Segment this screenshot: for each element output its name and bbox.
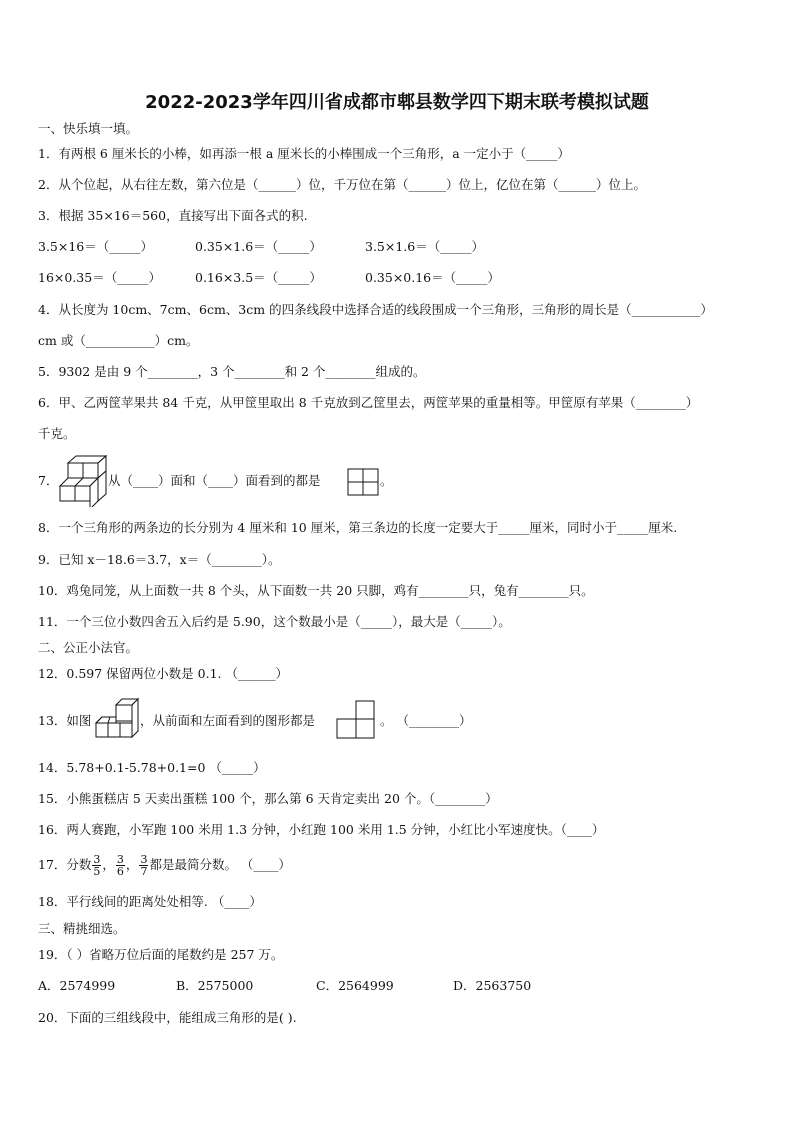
question-7-number: 7． bbox=[38, 473, 59, 488]
question-3-item: 0.35×0.16＝（_____） bbox=[365, 270, 500, 285]
question-17-prefix: 17．分数 bbox=[38, 857, 92, 872]
fraction-denominator: 6 bbox=[116, 865, 124, 878]
option-b: B．2575000 bbox=[176, 978, 254, 993]
option-a: A．2574999 bbox=[38, 978, 116, 993]
question-13-text: ，从前面和左面看到的图形都是 bbox=[140, 713, 316, 728]
question-17 bbox=[38, 851, 291, 879]
question-2: 2．从个位起，从右往左数，第六位是（______）位，千万位在第（______）位上，亿位在第（______）位上。 bbox=[38, 177, 646, 192]
section-3-heading: 三、精挑细选。 bbox=[38, 921, 126, 936]
question-13-number: 13．如图 bbox=[38, 713, 92, 728]
cube-stack-figure bbox=[58, 455, 108, 507]
block-figure bbox=[94, 697, 140, 745]
question-19: 19．（ ）省略万位后面的尾数约是 257 万。 bbox=[38, 947, 284, 962]
question-17-suffix: 都是最简分数。 （____） bbox=[149, 857, 291, 872]
question-3-item: 3.5×1.6＝（_____） bbox=[365, 239, 484, 254]
separator: ， bbox=[102, 857, 115, 872]
question-3-item: 16×0.35＝（_____） bbox=[38, 270, 161, 285]
section-2-heading: 二、公正小法官。 bbox=[38, 640, 139, 655]
question-4-continued: cm 或（___________）cm。 bbox=[38, 333, 199, 348]
question-9: 9．已知 x－18.6＝3.7，x＝（________）。 bbox=[38, 552, 281, 567]
fraction-denominator: 5 bbox=[93, 865, 101, 878]
fraction-denominator: 7 bbox=[140, 865, 148, 878]
front-left-view-figure bbox=[335, 700, 377, 740]
page-title: 2022-2023学年四川省成都市郫县数学四下期末联考模拟试题 bbox=[145, 92, 649, 113]
question-10: 10．鸡兔同笼，从上面数一共 8 个头，从下面数一共 20 只脚，鸡有________只，兔有________只。 bbox=[38, 583, 594, 598]
question-3-item: 0.35×1.6＝（_____） bbox=[195, 239, 322, 254]
question-8: 8．一个三角形的两条边的长分别为 4 厘米和 10 厘米，第三条边的长度一定要大于_____厘米，同时小于_____厘米. bbox=[38, 520, 678, 535]
question-7-end: 。 bbox=[380, 473, 393, 488]
option-d: D．2563750 bbox=[453, 978, 532, 993]
fraction-3-5 bbox=[92, 854, 101, 877]
question-4: 4．从长度为 10cm、7cm、6cm、3cm 的四条线段中选择合适的线段围成一个三角形，三角形的周长是（___________） bbox=[38, 302, 713, 317]
question-6: 6．甲、乙两筐苹果共 84 千克，从甲筐里取出 8 千克放到乙筐里去，两筐苹果的重量相等。甲筐原有苹果（________） bbox=[38, 395, 699, 410]
section-1-heading: 一、快乐填一填。 bbox=[38, 121, 139, 136]
question-1: 1．有两根 6 厘米长的小棒，如再添一根 a 厘米长的小棒围成一个三角形，a 一定小于（_____） bbox=[38, 146, 570, 161]
separator: ， bbox=[125, 857, 139, 872]
fraction-numerator: 3 bbox=[140, 853, 148, 866]
fraction-numerator: 3 bbox=[116, 853, 124, 866]
question-12: 12．0.597 保留两位小数是 0.1. （______） bbox=[38, 666, 288, 681]
question-13-end: 。 （________） bbox=[380, 713, 472, 728]
question-3: 3．根据 35×16＝560，直接写出下面各式的积. bbox=[38, 208, 308, 223]
question-7-text: 从（____）面和（____）面看到的都是 bbox=[108, 473, 321, 488]
question-6-continued: 千克。 bbox=[38, 426, 76, 441]
question-11: 11．一个三位小数四舍五入后约是 5.90，这个数最小是（_____），最大是（_____）。 bbox=[38, 614, 511, 629]
question-16: 16．两人赛跑，小军跑 100 米用 1.3 分钟，小红跑 100 米用 1.5 分钟，小红比小军速度快。（____） bbox=[38, 822, 605, 837]
question-5: 5．9302 是由 9 个________，3 个________和 2 个________组成的。 bbox=[38, 364, 426, 379]
question-3-item: 0.16×3.5＝（_____） bbox=[195, 270, 322, 285]
fraction-3-7 bbox=[139, 854, 148, 877]
question-18: 18．平行线间的距离处处相等. （____） bbox=[38, 894, 262, 909]
option-c: C．2564999 bbox=[316, 978, 394, 993]
question-15: 15．小熊蛋糕店 5 天卖出蛋糕 100 个，那么第 6 天肯定卖出 20 个。（________） bbox=[38, 791, 498, 806]
question-3-item: 3.5×16＝（_____） bbox=[38, 239, 154, 254]
fraction-numerator: 3 bbox=[93, 853, 101, 866]
view-grid-figure bbox=[347, 468, 379, 496]
fraction-3-6 bbox=[116, 854, 125, 877]
question-20: 20．下面的三组线段中，能组成三角形的是( ). bbox=[38, 1010, 297, 1025]
question-14: 14．5.78+0.1-5.78+0.1=0 （_____） bbox=[38, 760, 266, 775]
